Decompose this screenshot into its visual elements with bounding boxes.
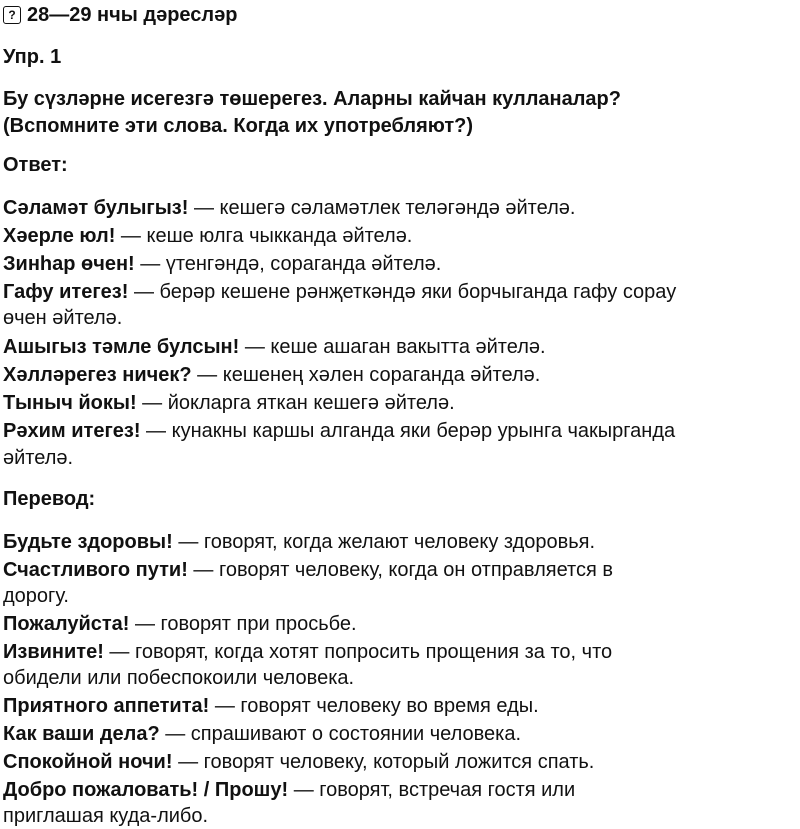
translation-item (3, 612, 357, 636)
translation-explanation: — говорят, когда хотят попросить прощения за то, что (103, 641, 613, 663)
translation-phrase: Добро пожаловать! / Прошу! (3, 779, 289, 801)
translation-item (3, 640, 612, 664)
translation-phrase: Будьте здоровы! (3, 531, 173, 553)
translation-explanation: — говорят, когда желают человеку здоровья. (172, 531, 596, 553)
answer-phrase: Зинһар өчен! (3, 253, 135, 275)
translation-continuation: обидели или побеспокоили человека. (3, 667, 355, 689)
answer-phrase: Хәлләрегез ничек? (3, 364, 192, 386)
answer-explanation: — кешенең хәлен сораганда әйтелә. (191, 364, 541, 386)
answer-item (3, 252, 441, 276)
answer-phrase: Сәламәт булыгыз! (3, 197, 189, 219)
translation-phrase: Как ваши дела? (3, 723, 160, 745)
answer-explanation: — үтенгәндә, сораганда әйтелә. (134, 253, 442, 275)
answer-phrase: Гафу итегез! (3, 281, 129, 303)
translation-continuation: дорогу. (3, 585, 69, 607)
translation-explanation: — говорят при просьбе. (129, 613, 357, 635)
answer-phrase: Хәерле юл! (3, 225, 116, 247)
translation-explanation: — спрашивают о состоянии человека. (159, 723, 522, 745)
page-header (3, 3, 237, 27)
translation-phrase: Счастливого пути! (3, 559, 188, 581)
translation-item (3, 694, 539, 718)
translation-item (3, 778, 575, 802)
answer-item (3, 363, 540, 387)
translation-item (3, 558, 613, 582)
translation-item (3, 530, 595, 554)
task-text-russian: (Вспомните эти слова. Когда их употребляют?) (3, 115, 473, 137)
translation-explanation: — говорят человеку, когда он отправляется в (187, 559, 613, 581)
exercise-number: Упр. 1 (3, 46, 62, 68)
translation-phrase: Пожалуйста! (3, 613, 130, 635)
answer-explanation: — кешегә сәламәтлек теләгәндә әйтелә. (188, 197, 576, 219)
answer-explanation: — кеше юлга чыкканда әйтелә. (115, 225, 413, 247)
translation-explanation: — говорят человеку, который ложится спать. (172, 751, 595, 773)
answer-continuation: өчен әйтелә. (3, 307, 123, 329)
answer-explanation: — кунакны каршы алганда яки берәр урынга чакырганда (140, 420, 676, 442)
question-icon: ? (3, 6, 21, 24)
answer-explanation: — кеше ашаган вакытта әйтелә. (239, 336, 546, 358)
translation-phrase: Приятного аппетита! (3, 695, 210, 717)
task-text-tatar: Бу сүзләрне исегезгә төшерегез. Аларны кайчан кулланалар? (3, 88, 621, 110)
translation-phrase: Извините! (3, 641, 104, 663)
answer-phrase: Тыныч йокы! (3, 392, 137, 414)
header-title: 28—29 нчы дәресләр (27, 4, 238, 26)
translation-item (3, 722, 521, 746)
translation-item (3, 750, 594, 774)
answer-heading: Ответ: (3, 154, 68, 176)
translation-phrase: Спокойной ночи! (3, 751, 173, 773)
answer-item (3, 224, 412, 248)
answer-item (3, 419, 675, 443)
translation-explanation: — говорят, встречая гостя или (288, 779, 576, 801)
answer-continuation: әйтелә. (3, 447, 74, 469)
translation-explanation: — говорят человеку во время еды. (209, 695, 539, 717)
answer-item (3, 391, 455, 415)
translation-continuation: приглашая куда-либо. (3, 805, 209, 827)
answer-explanation: — йокларга яткан кешегә әйтелә. (136, 392, 455, 414)
answer-item (3, 280, 676, 304)
answer-item (3, 196, 575, 220)
answer-phrase: Ашыгыз тәмле булсын! (3, 336, 240, 358)
answer-phrase: Рәхим итегез! (3, 420, 141, 442)
translation-heading: Перевод: (3, 488, 96, 510)
answer-explanation: — берәр кешене рәнҗеткәндә яки борчыганда гафу сорау (128, 281, 677, 303)
answer-item (3, 335, 546, 359)
